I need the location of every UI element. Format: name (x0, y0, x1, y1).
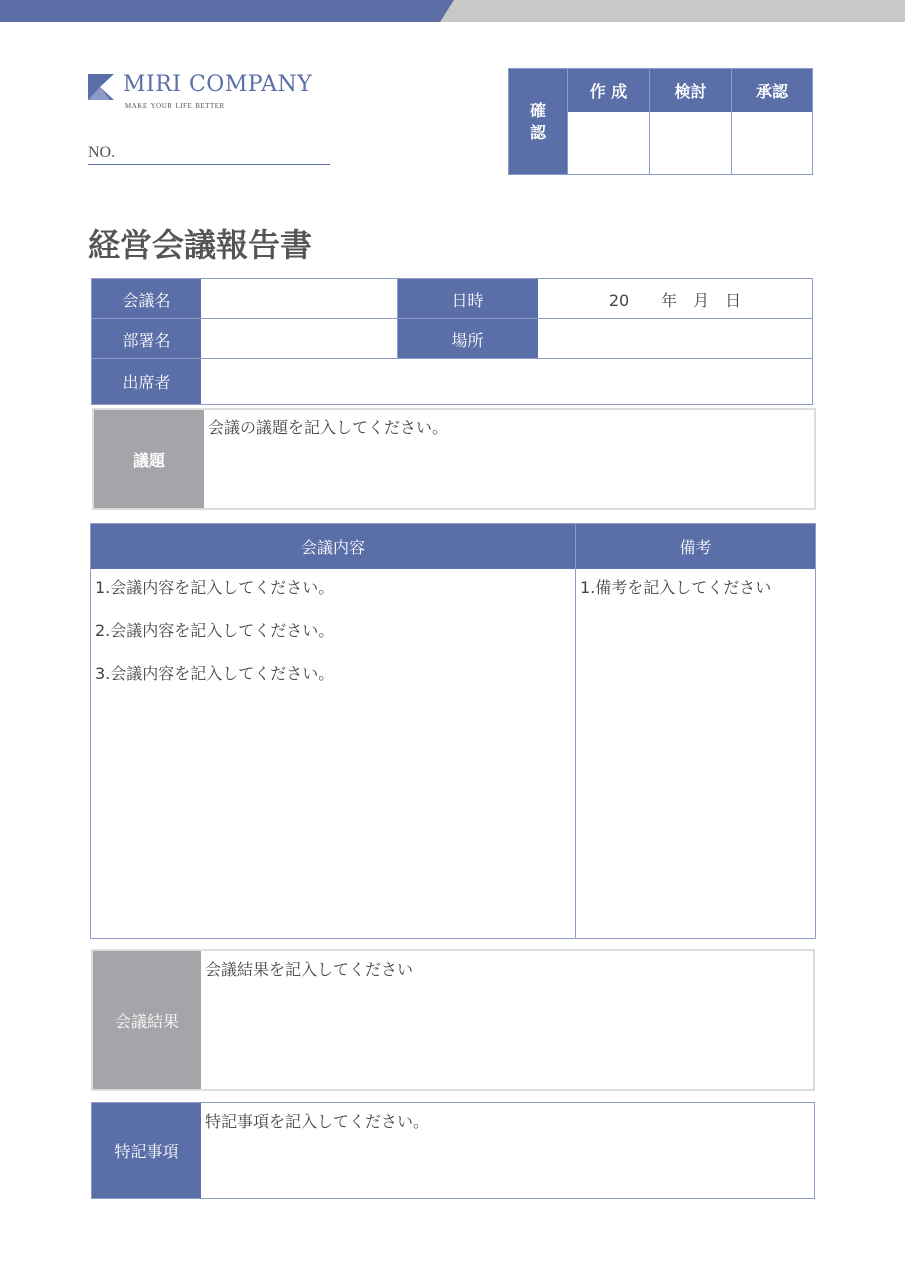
attendees-label: 出席者 (92, 359, 201, 404)
meeting-name-label: 会議名 (92, 279, 201, 319)
company-tagline: make your life better (125, 100, 225, 111)
no-underline (88, 164, 330, 165)
special-label: 特記事項 (92, 1103, 201, 1198)
approval-col-approve: 承認 (731, 69, 812, 112)
approval-col-review: 検討 (649, 69, 731, 112)
content-item-1[interactable]: 1.会議内容を記入してください。 (95, 578, 335, 597)
special-field[interactable]: 特記事項を記入してください。 (205, 1112, 430, 1131)
notes-item-1[interactable]: 1.備考を記入してください (580, 578, 772, 597)
content-table (90, 523, 816, 939)
datetime-label: 日時 (397, 279, 538, 319)
result-field[interactable]: 会議結果を記入してください (205, 960, 414, 979)
approval-side-label: 確 認 (509, 69, 567, 174)
department-label: 部署名 (92, 319, 201, 359)
col-divider (575, 569, 576, 938)
col-divider (397, 279, 398, 359)
top-band-gray (440, 0, 905, 22)
content-item-2[interactable]: 2.会議内容を記入してください。 (95, 621, 335, 640)
agenda-box (92, 408, 816, 510)
approval-table (508, 68, 813, 175)
company-name: MIRI COMPANY (123, 72, 313, 97)
meeting-name-field[interactable] (201, 279, 397, 319)
info-table (91, 278, 813, 405)
content-item-3[interactable]: 3.会議内容を記入してください。 (95, 664, 335, 683)
agenda-field[interactable]: 会議の議題を記入してください。 (208, 418, 449, 437)
special-box (91, 1102, 815, 1199)
logo-icon (88, 74, 114, 100)
place-field[interactable] (538, 319, 812, 359)
notes-header: 備考 (575, 524, 815, 569)
content-header: 会議内容 (91, 524, 575, 569)
agenda-label: 議題 (94, 410, 204, 508)
page-title: 経営会議報告書 (88, 226, 313, 264)
stamp-box-create[interactable] (567, 112, 649, 174)
department-field[interactable] (201, 319, 397, 359)
place-label: 場所 (397, 319, 538, 359)
datetime-field[interactable]: 20 年 月 日 (608, 290, 742, 310)
result-box (91, 949, 815, 1091)
top-band-blue (0, 0, 460, 22)
result-label: 会議結果 (93, 951, 201, 1089)
stamp-box-review[interactable] (649, 112, 731, 174)
stamp-box-approve[interactable] (731, 112, 812, 174)
attendees-field[interactable] (201, 359, 812, 404)
approval-col-create: 作 成 (567, 69, 649, 112)
no-label: NO. (88, 144, 116, 161)
